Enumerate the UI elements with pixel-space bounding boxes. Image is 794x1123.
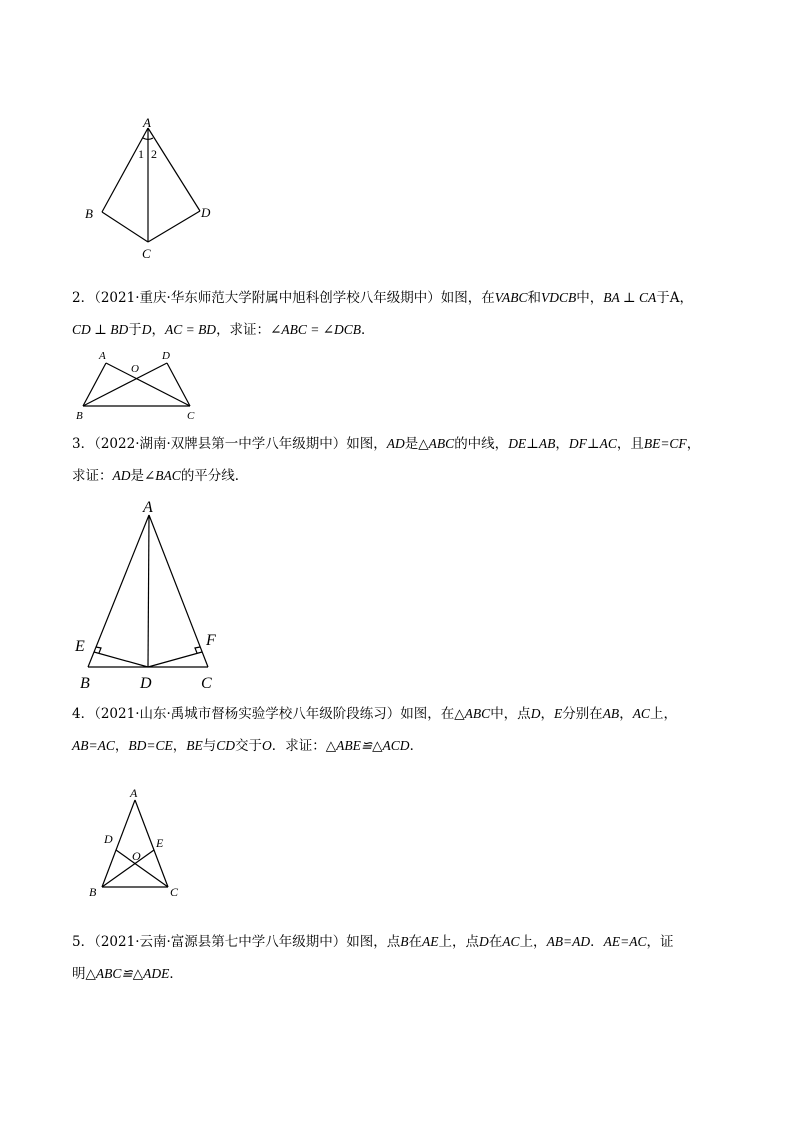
segment-cd	[116, 850, 168, 887]
text: 分别在	[562, 706, 603, 722]
label-a: A	[143, 499, 153, 516]
math: AC	[632, 706, 650, 721]
text: 在	[408, 934, 423, 950]
right-angle-mark-f	[195, 647, 200, 653]
text: 如图，点	[346, 934, 401, 950]
segment-be	[102, 850, 154, 887]
problem-source: （2021·重庆·华东师范大学附属中旭科创学校八年级期中）	[94, 290, 441, 306]
text: 中，点	[490, 706, 531, 722]
text: ，	[619, 706, 633, 722]
label-f: F	[206, 632, 216, 649]
label-e: E	[156, 836, 164, 850]
label-c: C	[201, 675, 212, 692]
figure-3	[70, 495, 230, 695]
math: DF⊥AC	[568, 436, 617, 451]
text: ．	[169, 966, 183, 982]
math: B	[400, 934, 409, 949]
math: D	[530, 706, 541, 721]
text: 明	[72, 966, 86, 982]
label-d: D	[201, 205, 211, 220]
problem-5-line-2	[72, 958, 732, 990]
label-a: A	[99, 350, 106, 362]
math: △ABE≌△ACD	[325, 738, 410, 753]
segment-df	[148, 652, 202, 667]
text: 如图，在	[440, 290, 495, 306]
problem-source: （2022·湖南·双牌县第一中学八年级期中）	[94, 436, 347, 452]
problem-number: 2．	[72, 290, 95, 306]
text: 与	[202, 738, 217, 754]
text: ，	[172, 738, 187, 754]
label-b: B	[76, 410, 83, 422]
text: ，	[686, 436, 701, 452]
math: AD	[112, 468, 131, 483]
label-d: D	[162, 350, 170, 362]
text: ，	[540, 706, 554, 722]
math: CD	[216, 738, 235, 753]
segment-ab	[88, 515, 149, 667]
text: 如图，	[346, 436, 387, 452]
text: 上，点	[438, 934, 480, 950]
problem-2-line-1	[72, 282, 732, 314]
math: O	[261, 738, 272, 753]
figure-2	[70, 345, 210, 425]
text: ．	[409, 738, 424, 754]
segment-ab	[102, 128, 148, 212]
text: 求证：	[72, 468, 113, 484]
math: AB=AC	[72, 738, 115, 753]
text: ．	[361, 322, 375, 338]
figure-4	[80, 780, 200, 905]
text: ，证	[646, 934, 674, 950]
math: ∠ABC = ∠DCB	[270, 322, 362, 337]
problem-3-line-1	[72, 428, 732, 460]
label-angle-1: 1	[138, 147, 144, 161]
math: BD=CE	[128, 738, 173, 753]
text: 上，	[519, 934, 547, 950]
problem-4-line-1	[72, 698, 732, 730]
segment-ad	[148, 515, 149, 667]
math: AE=AC	[603, 934, 647, 949]
text: ，	[555, 436, 569, 452]
figure-1	[80, 112, 230, 262]
label-d: D	[104, 832, 113, 846]
text: 中，	[576, 290, 604, 306]
text: ，	[151, 322, 165, 338]
problem-5-line-1	[72, 926, 732, 958]
text: ，且	[616, 436, 644, 452]
math: BA ⊥ CA	[603, 290, 657, 305]
math: AC = BD	[164, 322, 217, 337]
math: BE	[186, 738, 203, 753]
problem-source: （2021·山东·禹城市督杨实验学校八年级阶段练习）	[94, 706, 401, 722]
math: DE⊥AB	[508, 436, 556, 451]
label-b: B	[80, 675, 90, 692]
text: 于	[128, 322, 142, 338]
problem-3	[72, 428, 732, 492]
segment-ac	[106, 363, 190, 406]
segment-bd	[83, 363, 167, 406]
problem-source: （2021·云南·富源县第七中学八年级期中）	[94, 934, 347, 950]
text: ．求证：	[271, 738, 326, 754]
text: ，求证：	[216, 322, 271, 338]
label-c: C	[142, 246, 151, 261]
math: CD ⊥ BD	[72, 322, 129, 337]
label-a: A	[143, 115, 151, 130]
math: VDCB	[541, 290, 577, 305]
label-angle-2: 2	[151, 147, 157, 161]
label-b: B	[85, 206, 93, 221]
right-angle-mark-e	[96, 647, 101, 653]
text: 的平分线．	[180, 468, 249, 484]
math: AC	[502, 934, 520, 949]
text: 是	[130, 468, 144, 484]
math: AB=AD	[546, 934, 591, 949]
math: D	[479, 934, 489, 949]
problem-number: 4．	[72, 706, 95, 722]
segment-dc	[148, 211, 200, 242]
problem-2	[72, 282, 732, 346]
text: 在	[488, 934, 503, 950]
problem-number: 5．	[72, 934, 95, 950]
math: VABC	[494, 290, 528, 305]
math: E	[553, 706, 563, 721]
problem-5	[72, 926, 732, 990]
math: BE=CF	[643, 436, 687, 451]
math: △ABC	[418, 436, 455, 451]
math: ∠BAC	[144, 468, 181, 483]
math: △ABC	[454, 706, 491, 721]
text: ，	[114, 738, 129, 754]
segment-ad	[148, 128, 200, 211]
label-b: B	[89, 885, 97, 899]
text: ．	[590, 934, 604, 950]
label-c: C	[187, 410, 195, 422]
text: 的中线，	[454, 436, 509, 452]
label-o: O	[131, 363, 139, 375]
text: 是	[404, 436, 419, 452]
text: A，	[669, 290, 693, 306]
text: 交于	[234, 738, 262, 754]
math: △ABC≌△ADE	[85, 966, 170, 981]
text: 和	[527, 290, 542, 306]
segment-de	[94, 652, 148, 667]
math: AB	[602, 706, 620, 721]
segment-ac	[149, 515, 208, 667]
text: 如图，在	[400, 706, 455, 722]
label-d: D	[140, 675, 152, 692]
math: D	[141, 322, 152, 337]
problem-2-line-2	[72, 314, 732, 346]
problem-number: 3．	[72, 436, 95, 452]
math: AE	[422, 934, 439, 949]
problem-4-line-2	[72, 730, 732, 762]
label-a: A	[130, 786, 138, 800]
problem-3-line-2	[72, 460, 732, 492]
problem-4	[72, 698, 732, 762]
label-e: E	[75, 638, 85, 655]
math: AD	[386, 436, 405, 451]
segment-bc	[102, 212, 148, 242]
label-o: O	[132, 849, 141, 863]
text: 于	[656, 290, 670, 306]
text: 上，	[649, 706, 677, 722]
label-c: C	[170, 885, 179, 899]
